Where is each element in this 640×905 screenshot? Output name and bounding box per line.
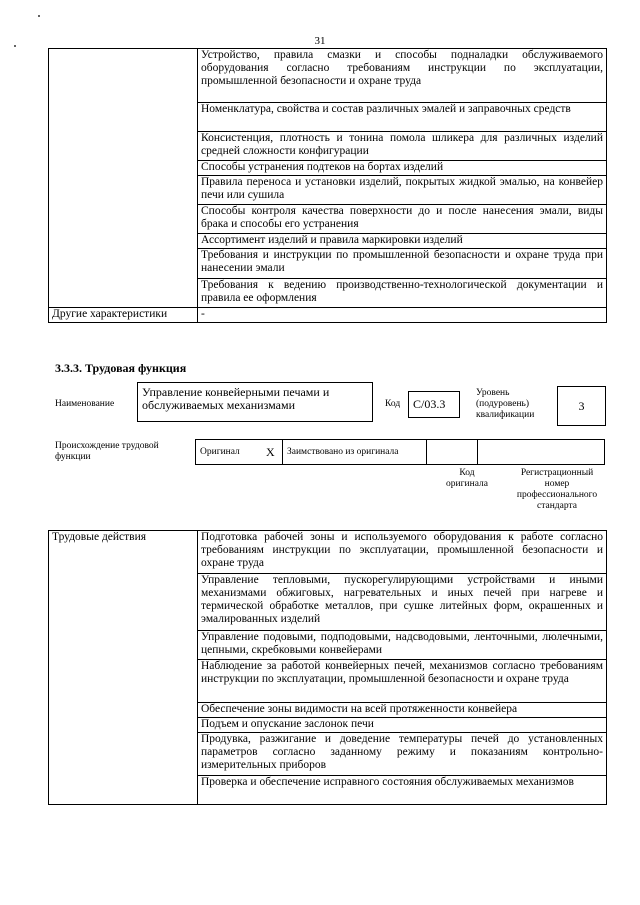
table-cell: Обеспечение зоны видимости на всей протяженности конвейера xyxy=(198,703,607,718)
table-row xyxy=(49,531,607,574)
name-label: Наименование xyxy=(55,399,115,409)
origin-code-caption: Код оригинала xyxy=(446,468,488,489)
code-label: Код xyxy=(385,399,401,409)
original-label: Оригинал xyxy=(200,447,240,457)
section-title: 3.3.3. Трудовая функция xyxy=(55,361,187,375)
table-cell: Номенклатура, свойства и состав различных эмалей и заправочных средств xyxy=(198,103,607,132)
qualification-level-value: 3 xyxy=(557,386,606,426)
table-cell: Ассортимент изделий и правила маркировки изделий xyxy=(198,234,607,249)
table-cell: Подготовка рабочей зоны и используемого оборудования к работе согласно требованиям инструкции по эксплуатации, промышленной безопасности и охране труда xyxy=(198,531,607,574)
table-cell: Правила переноса и установки изделий, покрытых жидкой эмалью, на конвейер печи или сушила xyxy=(198,176,607,205)
table-left-cell xyxy=(49,49,198,308)
table-row xyxy=(49,49,607,103)
table-cell: Требования и инструкции по промышленной безопасности и охране труда при нанесении эмали xyxy=(198,249,607,279)
other-characteristics-value: - xyxy=(198,308,607,323)
registration-number-caption: Регистрационный номер профессионального стандарта xyxy=(516,468,598,511)
table-cell: Наблюдение за работой конвейерных печей, механизмов согласно требованиям инструкции по эксплуатации, промышленной безопасности и охране труда xyxy=(198,660,607,703)
table-cell: Устройство, правила смазки и способы подналадки обслуживаемого оборудования согласно требованиям инструкции по эксплуатации, промышленной безопасности и охране труда xyxy=(198,49,607,103)
table-cell: Требования к ведению производственно-технологической документации и правила ее оформления xyxy=(198,279,607,308)
other-characteristics-label: Другие характеристики xyxy=(49,308,198,323)
origin-label: Происхождение трудовой функции xyxy=(55,441,159,462)
origin-row xyxy=(196,439,606,465)
qualification-level-label: Уровень (подуровень) квалификации xyxy=(476,388,535,420)
table-cell: Продувка, разжигание и доведение температуры печей до установленных параметров согласно заданному режиму и показаниям контрольно-измерительных приборов xyxy=(198,733,607,776)
function-name-value: Управление конвейерными печами и обслуживаемых механизмами xyxy=(137,382,373,422)
knowledge-table xyxy=(48,48,607,323)
table-cell: Управление подовыми, подподовыми, надсводовыми, ленточными, люлечными, цепными, скребковыми конвейерами xyxy=(198,631,607,660)
table-cell: Проверка и обеспечение исправного состояния обслуживаемых механизмов xyxy=(198,776,607,805)
labor-actions-table xyxy=(48,530,607,805)
scan-speck xyxy=(38,15,40,17)
function-code-value: C/03.3 xyxy=(408,391,460,418)
table-row xyxy=(49,308,607,323)
table-cell: Способы устранения подтеков на бортах изделий xyxy=(198,161,607,176)
page-number: 31 xyxy=(314,35,326,47)
table-cell: Управление тепловыми, пускорегулирующими устройствами и иными механизмами обжиговых, нагревательных и иных печей при нагреве и термической обработке металлов, при сушке литейных форм, окрашенных и эмалированных изделий xyxy=(198,574,607,631)
registration-number-cell xyxy=(477,439,605,465)
table-cell: Подъем и опускание заслонок печи xyxy=(198,718,607,733)
table-cell: Консистенция, плотность и тонина помола шликера для различных изделий средней сложности конфигурации xyxy=(198,132,607,161)
original-cell xyxy=(195,439,283,465)
original-mark: X xyxy=(266,445,275,459)
borrowed-cell: Заимствовано из оригинала xyxy=(282,439,427,465)
table-cell: Способы контроля качества поверхности до и после нанесения эмали, виды брака и способы его устранения xyxy=(198,205,607,234)
origin-code-cell xyxy=(426,439,478,465)
labor-actions-label: Трудовые действия xyxy=(49,531,198,805)
